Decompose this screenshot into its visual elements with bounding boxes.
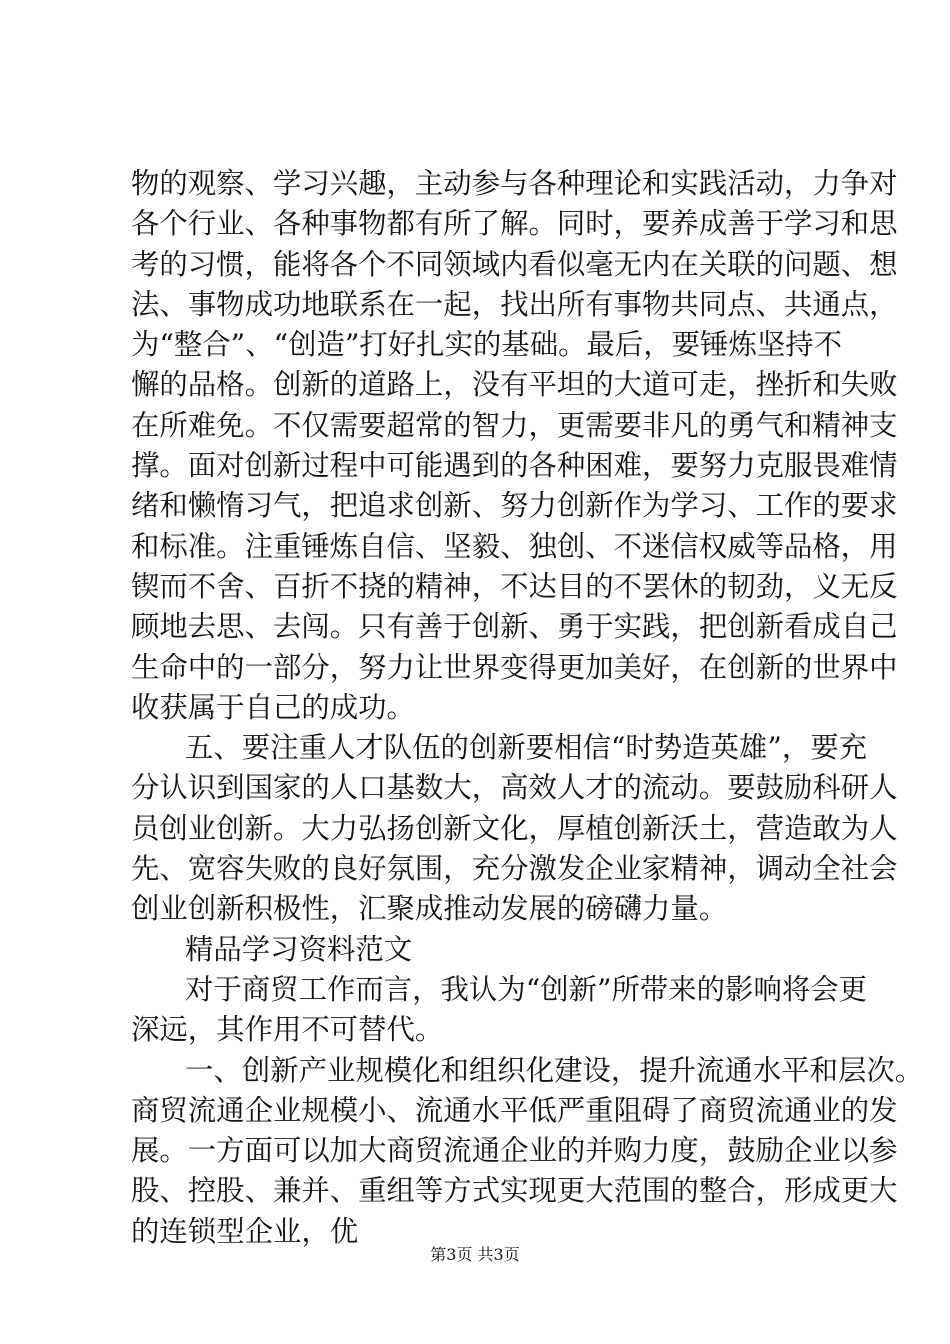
paragraph-start-line: 五、要注重人才队伍的创新要相信“时势造英雄”，要充	[185, 731, 868, 765]
text-line: 深远，其作用不可替代。	[131, 1013, 444, 1047]
text-line: 考的习惯，能将各个不同领域内看似毫无内在关联的问题、想	[131, 247, 898, 281]
text-line: 顾地去思、去闯。只有善于创新、勇于实践，把创新看成自己	[131, 610, 898, 644]
text-line: 商贸流通企业规模小、流通水平低严重阻碍了商贸流通业的发	[131, 1093, 898, 1127]
text-line: 法、事物成功地联系在一起，找出所有事物共同点、共通点，	[131, 287, 898, 321]
text-line: 收获属于自己的成功。	[131, 690, 415, 724]
text-line: 物的观察、学习兴趣，主动参与各种理论和实践活动，力争对	[131, 167, 898, 200]
text-line: 的连锁型企业，优	[131, 1214, 359, 1248]
text-line: 锲而不舍、百折不挠的精神，不达目的不罢休的韧劲，义无反	[131, 569, 898, 603]
text-line: 懈的品格。创新的道路上，没有平坦的大道可走，挫折和失败	[131, 368, 898, 402]
text-line: 各个行业、各种事物都有所了解。同时，要养成善于学习和思	[131, 207, 898, 241]
text-line: 撑。面对创新过程中可能遇到的各种困难，要努力克服畏难情	[131, 449, 898, 483]
text-line: 在所难免。不仅需要超常的智力，更需要非凡的勇气和精神支	[131, 408, 898, 442]
text-line: 和标准。注重锤炼自信、坚毅、独创、不迷信权威等品格，用	[131, 529, 898, 563]
text-line: 创业创新积极性，汇聚成推动发展的磅礴力量。	[131, 892, 728, 926]
body-text	[131, 164, 924, 1252]
text-line: 先、宽容失败的良好氛围，充分激发企业家精神，调动全社会	[131, 852, 898, 886]
paragraph-start-line: 一、创新产业规模化和组织化建设，提升流通水平和层次。	[185, 1053, 924, 1087]
text-line: 绪和懒惰习气，把追求创新、努力创新作为学习、工作的要求	[131, 489, 898, 523]
text-line: 展。一方面可以加大商贸流通企业的并购力度，鼓励企业以参	[131, 1134, 898, 1168]
text-line: 生命中的一部分，努力让世界变得更加美好，在创新的世界中	[131, 650, 898, 684]
text-line: 分认识到国家的人口基数大，高效人才的流动。要鼓励科研人	[131, 771, 898, 805]
text-line: 员创业创新。大力弘扬创新文化，厚植创新沃土，营造敢为人	[131, 811, 898, 845]
section-heading: 精品学习资料范文	[185, 932, 413, 966]
text-line: 股、控股、兼并、重组等方式实现更大范围的整合，形成更大	[131, 1174, 898, 1208]
page-number-footer: 第3页 共3页	[430, 1245, 520, 1264]
paragraph-start-line: 对于商贸工作而言，我认为“创新”所带来的影响将会更	[185, 972, 868, 1006]
text-line: 为“整合”、“创造”打好扎实的基础。最后，要锤炼坚持不	[131, 328, 843, 362]
